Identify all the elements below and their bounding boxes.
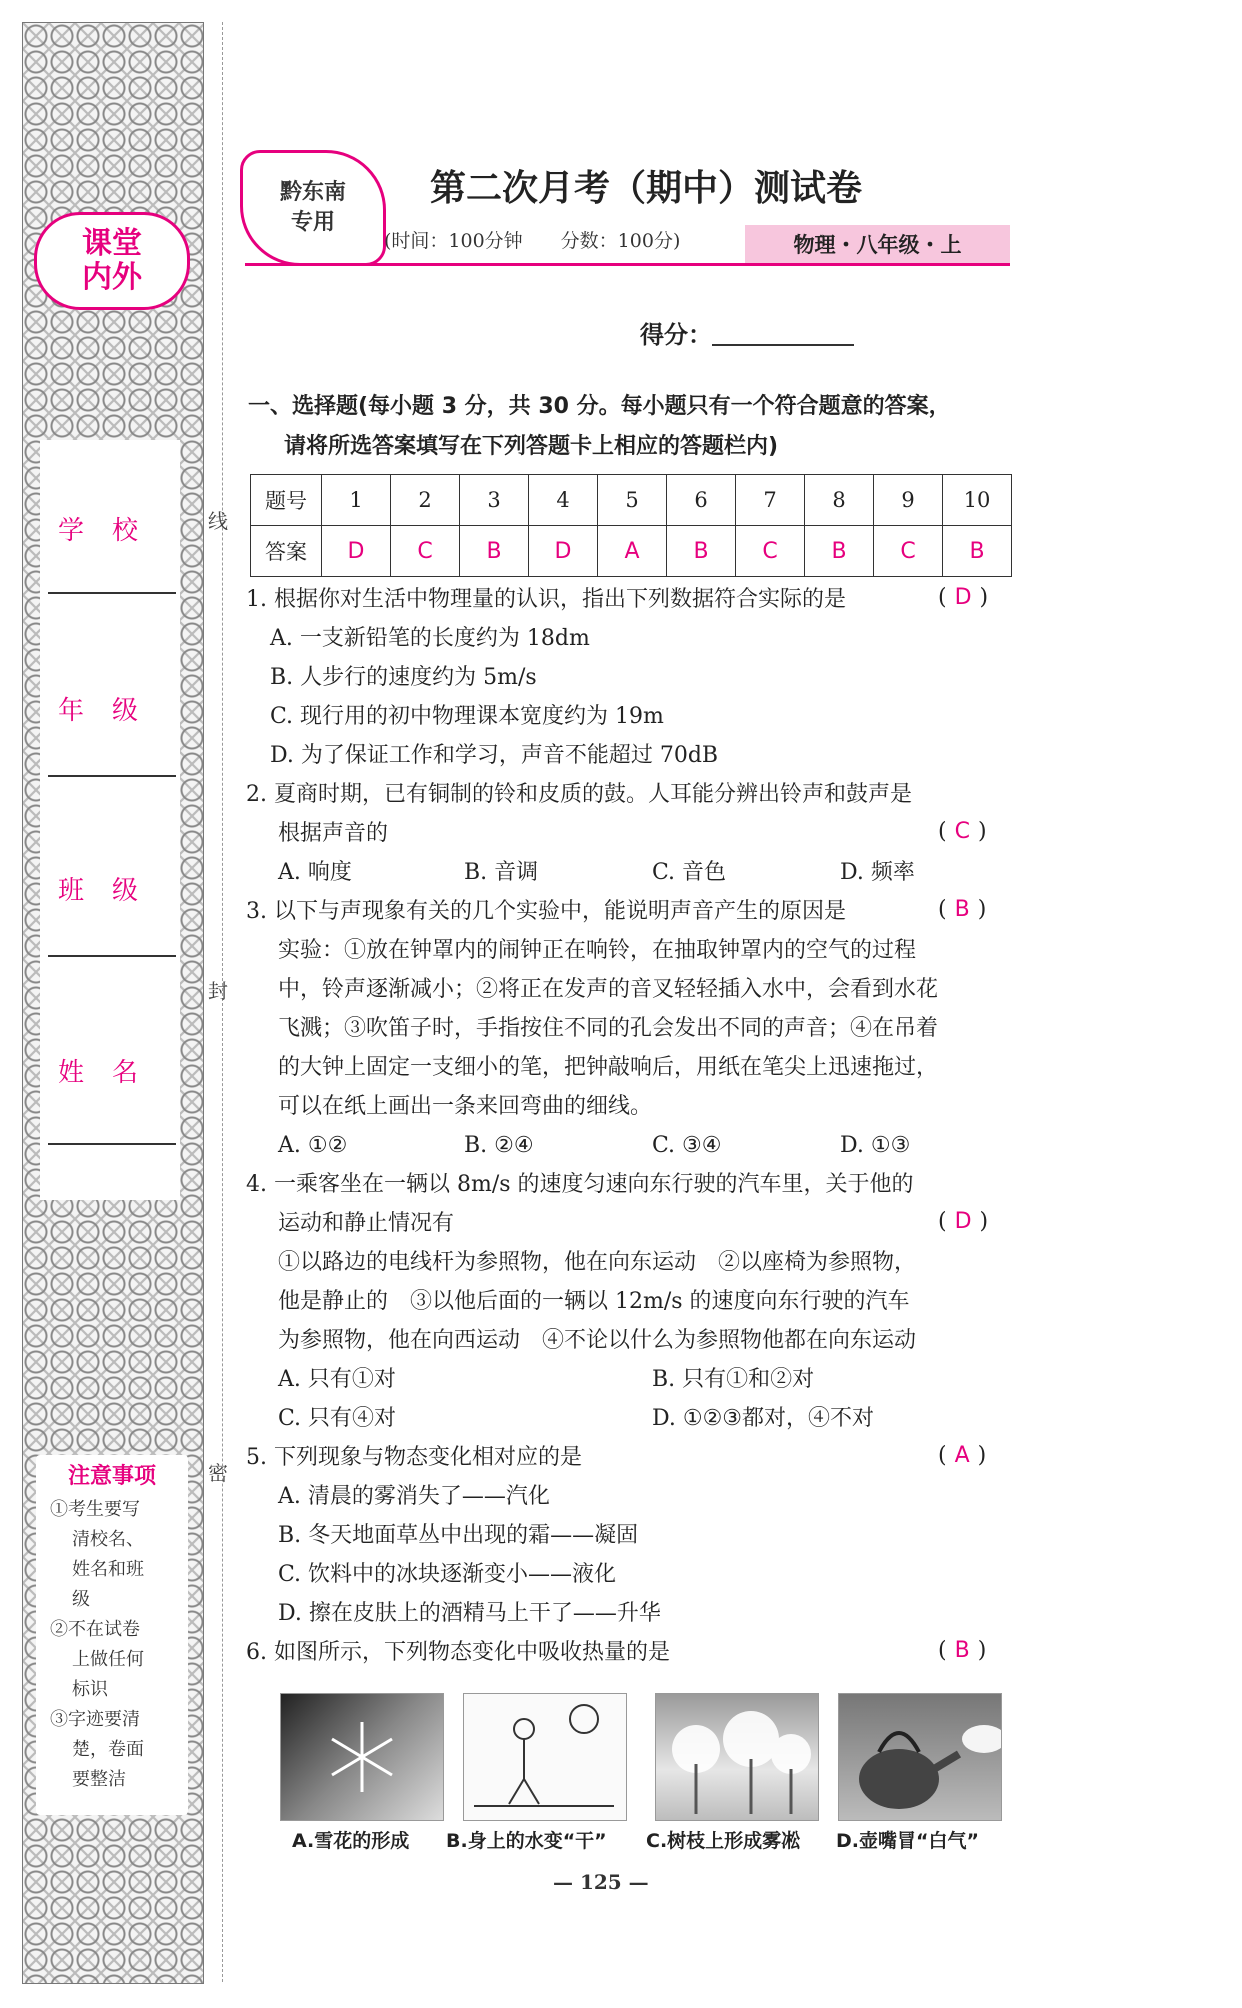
answer-value: D	[954, 1209, 972, 1234]
question-text-line: 飞溅；③吹笛子时，手指按住不同的孔会发出不同的声音；④在吊着	[278, 1016, 939, 1041]
number-cell: 4	[529, 475, 598, 526]
option: D. ①③	[840, 1133, 911, 1158]
image-caption: B.身上的水变“干”	[446, 1830, 607, 1852]
side-mark-feng: 封	[208, 979, 228, 1003]
notes-title: 注意事项	[67, 1464, 156, 1489]
option: A. 只有①对	[278, 1367, 396, 1392]
kettle-steam-image	[838, 1693, 1002, 1821]
number-cell: 1	[322, 475, 391, 526]
class-label: 班级	[57, 876, 166, 906]
question-4-answer: ( D )	[938, 1209, 989, 1234]
table-row	[251, 526, 1012, 577]
option: B. 音调	[464, 860, 539, 885]
drying-person-image	[463, 1693, 627, 1821]
note-line: 姓名和班	[72, 1559, 144, 1580]
option: A. 一支新铅笔的长度约为 18dm	[270, 626, 590, 651]
logo-line-1: 课堂	[82, 226, 142, 261]
region-badge	[240, 150, 386, 266]
answer-cell[interactable]: A	[598, 526, 667, 577]
side-mark-mi: 密	[208, 1461, 228, 1485]
answer-cell[interactable]: C	[391, 526, 460, 577]
subject-tag: 物理・八年级・上	[745, 225, 1010, 263]
badge-line-2: 专用	[290, 210, 335, 235]
number-cell: 8	[805, 475, 874, 526]
question-2-stem: 2. 夏商时期，已有铜制的铃和皮质的鼓。人耳能分辨出铃声和鼓声是	[246, 782, 912, 807]
side-mark-xian: 线	[208, 509, 228, 533]
brand-logo	[34, 212, 190, 310]
answer-value: C	[954, 819, 970, 844]
school-label: 学校	[57, 516, 166, 546]
answer-cell[interactable]: D	[322, 526, 391, 577]
page-number-value: 125	[579, 1870, 622, 1894]
number-cell: 3	[460, 475, 529, 526]
question-text-line: 的大钟上固定一支细小的笔，把钟敲响后，用纸在笔尖上迅速拖过，	[278, 1055, 939, 1080]
frosted-tree-icon	[656, 1694, 818, 1820]
question-5-stem: 5. 下列现象与物态变化相对应的是	[246, 1445, 582, 1470]
option: A. 响度	[278, 860, 352, 885]
table-header-cell: 答案	[251, 526, 322, 577]
table-row	[251, 475, 1012, 526]
note-line: ③字迹要清	[50, 1709, 140, 1730]
answer-cell[interactable]: B	[460, 526, 529, 577]
kettle-icon	[839, 1694, 1001, 1820]
note-line: 要整洁	[72, 1769, 126, 1790]
note-line: 上做任何	[72, 1649, 144, 1670]
question-text-line: ①以路边的电线杆为参照物，他在向东运动 ②以座椅为参照物，	[278, 1250, 917, 1275]
option: A. ①②	[278, 1133, 348, 1158]
number-cell: 9	[874, 475, 943, 526]
person-sun-icon	[464, 1694, 626, 1820]
table-header-cell: 题号	[251, 475, 322, 526]
answer-cell[interactable]: C	[736, 526, 805, 577]
option: D. 擦在皮肤上的酒精马上干了——升华	[278, 1601, 661, 1626]
option: B. 只有①和②对	[652, 1367, 815, 1392]
note-line: 清校名、	[72, 1529, 144, 1550]
number-cell: 7	[736, 475, 805, 526]
question-1-stem: 1. 根据你对生活中物理量的认识，指出下列数据符合实际的是	[246, 587, 846, 612]
answer-table	[250, 474, 1012, 577]
snowflake-image	[280, 1693, 444, 1821]
name-line[interactable]	[48, 1143, 176, 1145]
page-title: 第二次月考（期中）测试卷	[430, 168, 863, 209]
answer-cell[interactable]: D	[529, 526, 598, 577]
option: B. 冬天地面草丛中出现的霜——凝固	[278, 1523, 639, 1548]
question-1-answer: ( D )	[938, 585, 989, 610]
snowflake-icon	[281, 1694, 443, 1820]
note-line: ①考生要写	[50, 1499, 140, 1520]
note-line: 标识	[72, 1679, 108, 1700]
option: A. 清晨的雾消失了——汽化	[278, 1484, 550, 1509]
notes-panel	[36, 1455, 188, 1815]
answer-cell[interactable]: B	[805, 526, 874, 577]
option: C. ③④	[652, 1133, 722, 1158]
question-text-line: 为参照物，他在向西运动 ④不论以什么为参照物他都在向东运动	[278, 1328, 917, 1353]
note-line: ②不在试卷	[50, 1619, 140, 1640]
option: C. 现行用的初中物理课本宽度约为 19m	[270, 704, 664, 729]
option: D. 频率	[840, 860, 915, 885]
answer-value: B	[954, 1638, 970, 1663]
score-label: 得分：	[640, 321, 712, 349]
question-6-answer: ( B )	[938, 1638, 987, 1663]
question-5-answer: ( A )	[938, 1443, 987, 1468]
question-text-line: 实验：①放在钟罩内的闹钟正在响铃，在抽取钟罩内的空气的过程	[278, 938, 917, 963]
answer-value: B	[954, 897, 970, 922]
image-caption: C.树枝上形成雾凇	[646, 1830, 801, 1852]
question-2-answer: ( C )	[938, 819, 987, 844]
question-3-answer: ( B )	[938, 897, 987, 922]
note-line: 级	[72, 1589, 90, 1610]
question-text-line: 他是静止的 ③以他后面的一辆以 12m/s 的速度向东行驶的汽车	[278, 1289, 910, 1314]
number-cell: 6	[667, 475, 736, 526]
question-text-line: 可以在纸上画出一条来回弯曲的细线。	[278, 1094, 653, 1119]
question-4-stem-2: 运动和静止情况有	[278, 1211, 455, 1236]
question-text-line: 中，铃声逐渐减小；②将正在发声的音叉轻轻插入水中，会看到水花	[278, 977, 939, 1002]
image-caption: A.雪花的形成	[292, 1830, 410, 1852]
grade-label: 年级	[57, 696, 166, 726]
grade-line[interactable]	[48, 775, 176, 777]
logo-line-2: 内外	[82, 260, 142, 295]
option: C. 饮料中的冰块逐渐变小——液化	[278, 1562, 617, 1587]
question-6-stem: 6. 如图所示，下列物态变化中吸收热量的是	[246, 1640, 670, 1665]
student-info-panel	[40, 440, 180, 1200]
name-label: 姓名	[57, 1058, 166, 1088]
option: D. 为了保证工作和学习，声音不能超过 70dB	[270, 743, 719, 768]
answer-value: D	[954, 585, 972, 610]
page-number: — 125 —	[553, 1870, 649, 1894]
answer-cell[interactable]: C	[874, 526, 943, 577]
option: D. ①②③都对，④不对	[652, 1406, 875, 1431]
note-line: 楚，卷面	[72, 1739, 144, 1760]
badge-line-1: 黔东南	[279, 180, 346, 205]
answer-cell[interactable]: B	[667, 526, 736, 577]
number-cell: 10	[943, 475, 1012, 526]
class-line[interactable]	[48, 955, 176, 957]
option: C. 音色	[652, 860, 727, 885]
answer-value: A	[954, 1443, 970, 1468]
question-2-stem-2: 根据声音的	[278, 821, 389, 846]
score-input-line[interactable]	[712, 344, 854, 346]
image-caption: D.壶嘴冒“白气”	[836, 1830, 979, 1852]
section-heading: 一、选择题(每小题 3 分，共 30 分。每小题只有一个符合题意的答案，	[248, 394, 951, 419]
school-line[interactable]	[48, 592, 176, 594]
question-4-stem: 4. 一乘客坐在一辆以 8m/s 的速度匀速向东行驶的汽车里，关于他的	[246, 1172, 914, 1197]
rime-trees-image	[655, 1693, 819, 1821]
option: B. 人步行的速度约为 5m/s	[270, 665, 537, 690]
time-score-info: (时间：100分钟 分数：100分)	[384, 230, 681, 252]
option: C. 只有④对	[278, 1406, 397, 1431]
section-heading-2: 请将所选答案填写在下列答题卡上相应的答题栏内)	[284, 434, 779, 459]
question-3-stem: 3. 以下与声现象有关的几个实验中，能说明声音产生的原因是	[246, 899, 846, 924]
option: B. ②④	[464, 1133, 534, 1158]
number-cell: 2	[391, 475, 460, 526]
number-cell: 5	[598, 475, 667, 526]
answer-cell[interactable]: B	[943, 526, 1012, 577]
